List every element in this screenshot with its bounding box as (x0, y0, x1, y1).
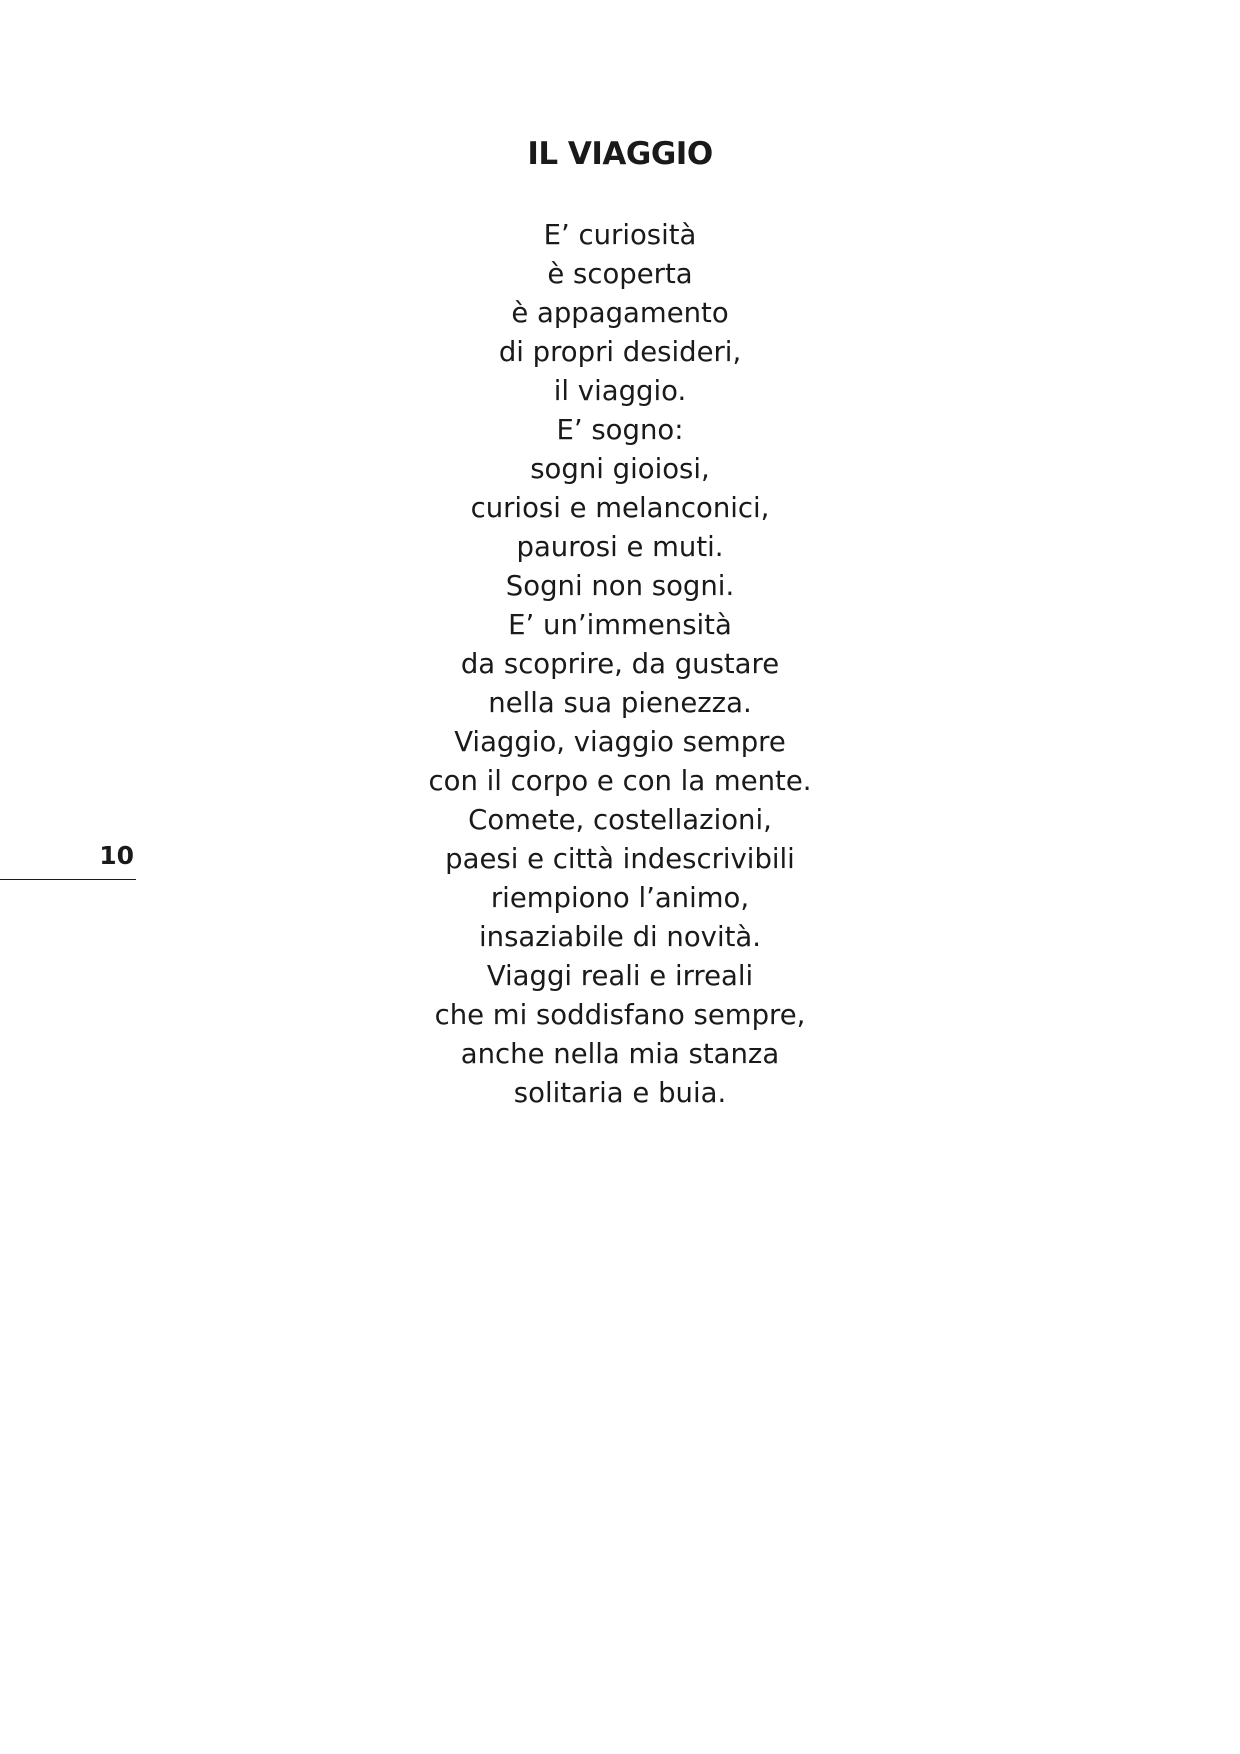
poem-line: Sogni non sogni. (505, 570, 735, 602)
poem-line: anche nella mia stanza (460, 1038, 780, 1070)
poem-line: Comete, costellazioni, (468, 804, 772, 836)
poem-line: E’ un’immensità (508, 609, 732, 641)
poem-body (340, 216, 900, 1113)
poem-line: con il corpo e con la mente. (428, 765, 812, 797)
poem-line: che mi soddisfano sempre, (434, 999, 806, 1031)
poem-line: paesi e città indescrivibili (445, 843, 795, 875)
poem-line: sogni gioiosi, (530, 453, 710, 485)
poem-line: da scoprire, da gustare (460, 648, 780, 680)
poem-line: solitaria e buia. (513, 1077, 727, 1109)
poem-line: Viaggi reali e irreali (486, 960, 754, 992)
page-number-rule (0, 879, 136, 880)
poem-line: nella sua pienezza. (488, 687, 752, 719)
poem-line: E’ curiosità (543, 219, 697, 251)
poem-line: curiosi e melanconici, (470, 492, 770, 524)
poem-line: di propri desideri, (498, 336, 742, 368)
poem-line: paurosi e muti. (516, 531, 724, 563)
poem-line: Viaggio, viaggio sempre (454, 726, 786, 758)
poem-line: il viaggio. (553, 375, 687, 407)
poem-line: è appagamento (511, 297, 729, 329)
page-number: 10 (99, 841, 134, 870)
poem-line: riempiono l’animo, (490, 882, 750, 914)
poem-line: è scoperta (547, 258, 693, 290)
poem-line: E’ sogno: (556, 414, 684, 446)
poem-title: IL VIAGGIO (527, 136, 713, 172)
poem-line: insaziabile di novità. (479, 921, 761, 953)
